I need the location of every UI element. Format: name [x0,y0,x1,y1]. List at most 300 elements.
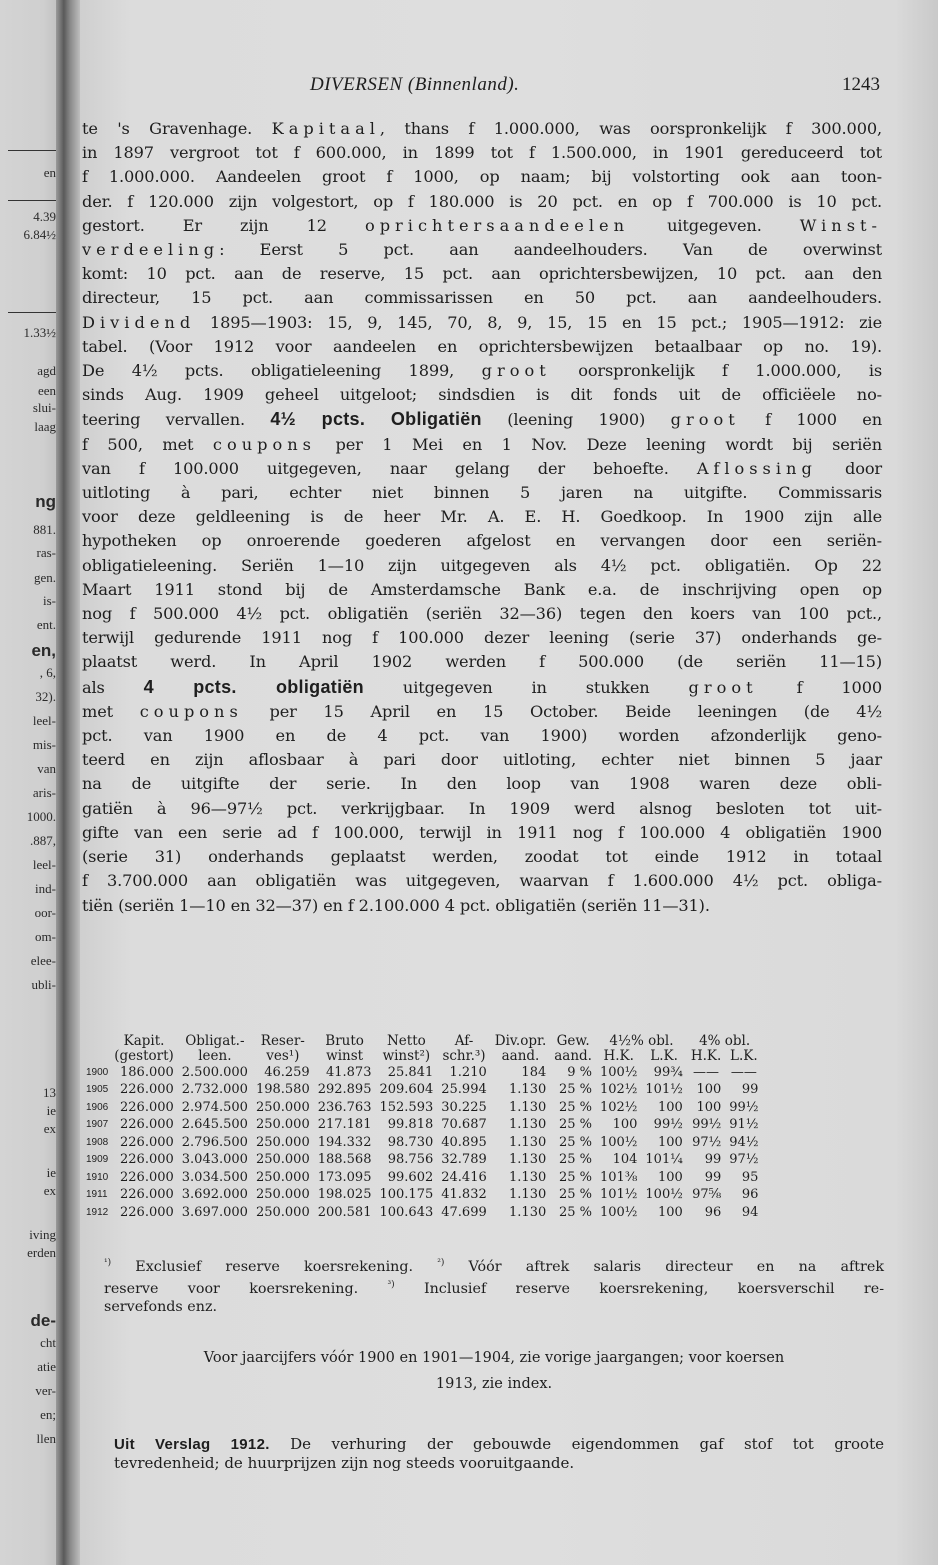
text-line [82,165,882,189]
text-run: uitgegeven. [629,215,800,235]
table-cell: 91½ [729,1117,759,1133]
col-reserves: Reser- [260,1033,305,1049]
text-run: na de uitgifte der serie. In den loop van 1908 waren deze obli- [82,774,882,794]
text-line [82,262,882,286]
text-run: f 500, met [82,434,213,454]
spaced-term: coupons [139,701,243,721]
spaced-term: groot [688,677,758,697]
table-cell: 198.580 [255,1082,310,1098]
text-run: tabel. (Voor 1912 voor aandeelen en oprichtersbewijzen betaalbaar op no. 19). [82,336,882,356]
table-row [86,1099,762,1117]
footnote-2-cont: reserve voor koersrekening. [104,1280,359,1297]
facing-page-fragment: gen. [33,570,56,585]
table-cell: 96 [741,1187,759,1203]
text-line [82,286,882,310]
table-cell: 100 [658,1169,683,1185]
table-cell: 1.130 [509,1187,547,1203]
table-cell: 99 [741,1082,759,1098]
facing-page-fragment: 6.84½ [23,227,56,242]
table-cell: 100 [696,1099,722,1115]
table-cell: 3.043.000 [181,1152,248,1168]
table-cell: 100½ [645,1187,683,1203]
text-line [82,602,882,626]
footnote-marker: ²) [437,1258,445,1268]
text-run: gestort. Er zijn 12 [82,215,365,235]
col-netto: Netto [386,1033,426,1049]
table-cell: 186.000 [120,1064,174,1080]
spaced-term: coupons [212,434,316,454]
footnote-line [104,1254,884,1276]
text-line [82,505,882,529]
facing-page-fragment: elee- [30,953,56,968]
table-cell: 194.332 [317,1134,372,1150]
text-line [82,238,882,262]
facing-page-fragment: atie [37,1359,56,1374]
table-year-cell: 1905 [86,1084,109,1096]
text-run: nog f 500.000 4½ pct. obligatiën (seriën 32—36) tegen den koers van 100 pct., [82,604,882,624]
table-year-cell: 1910 [86,1171,109,1183]
text-line [82,407,882,432]
text-line [82,481,882,505]
table-cell: 250.000 [255,1117,310,1133]
col-kapit-sub: (gestort) [114,1048,174,1064]
table-cell: 70.687 [441,1117,487,1133]
spaced-term: groot [670,410,740,430]
col-obl-4: 4% obl. [699,1033,751,1049]
table-cell: 100.643 [379,1204,434,1220]
text-run: : Eerst 5 pct. aan aandeelhouders. Van de overwinst [219,240,882,260]
text-line [82,845,882,869]
text-line [82,141,882,165]
table-cell: 3.692.000 [181,1187,248,1203]
table-cell: 250.000 [255,1187,310,1203]
text-line [82,335,882,359]
table-cell: 209.604 [379,1082,434,1098]
table-cell: 25 % [558,1134,592,1150]
facing-page-fragment: 32). [35,689,56,704]
table-cell: 97⅝ [692,1187,722,1203]
facing-page-fragment: ex [43,1183,56,1198]
facing-page-fragment: is- [43,593,56,608]
table-cell: —— [730,1064,757,1080]
table-cell: 250.000 [255,1204,310,1220]
table-cell: 99.818 [387,1117,434,1133]
table-row [86,1187,762,1205]
financial-table [86,1034,762,1222]
col-divopr-sub: aand. [501,1048,540,1064]
text-line [82,821,882,845]
table-cell: 3.697.000 [181,1204,248,1220]
table-row [86,1169,762,1187]
text-run: pct. van 1900 en de 4 pct. van 1900) worden afzonderlijk geno- [82,726,882,746]
table-cell: 99.602 [387,1169,434,1185]
table-cell: 97½ [692,1134,722,1150]
table-cell: 101½ [599,1187,638,1203]
text-run: der. f 120.000 zijn volgestort, op f 180.000 is 20 pct. en op f 700.000 is 10 pct. [82,191,882,211]
table-cell: 25 % [558,1082,592,1098]
facing-page-fragment: ex [43,1121,56,1136]
text-run: oorspronkelijk f 1.000.000, is [550,361,882,381]
table-cell: 217.181 [317,1117,372,1133]
text-line [82,383,882,407]
report-line [114,1435,884,1454]
reference-note [104,1345,884,1397]
facing-page-fragment: de- [30,1311,56,1330]
text-run: in 1897 vergroot tot f 600.000, in 1899 tot f 1.500.000, in 1901 gereduceerd tot [82,143,882,163]
table-cell: 250.000 [255,1169,310,1185]
table-cell: 25 % [558,1152,592,1168]
table-cell: 25 % [558,1187,592,1203]
table-cell: 41.832 [441,1187,487,1203]
text-run: gifte van een serie ad f 100.000, terwijl in 1911 nog f 100.000 4 obligatiën 1900 [82,822,882,842]
table-cell: 24.416 [441,1169,487,1185]
table-cell: 226.000 [120,1117,174,1133]
facing-page-fragment: 1000. [26,809,56,824]
text-run: met [82,701,140,721]
table-cell: 226.000 [120,1134,174,1150]
text-run: uitgegeven in stukken [363,677,689,697]
table-cell: 1.130 [509,1082,547,1098]
text-line [82,675,882,700]
table-cell: 152.593 [379,1099,434,1115]
table-cell: 250.000 [255,1099,310,1115]
text-line [82,700,882,724]
table-cell: 226.000 [120,1187,174,1203]
annual-report-excerpt [114,1435,884,1473]
table-cell: 1.130 [509,1204,547,1220]
col-obl4-lk: L.K. [730,1048,758,1064]
facing-page-fragment: erden [27,1245,56,1260]
text-line [82,433,882,457]
facing-page-fragment: ent. [36,617,56,632]
facing-page-fragment: 13 [43,1085,56,1100]
col-obl45-lk: L.K. [650,1048,678,1064]
table-cell: 9 % [567,1064,592,1080]
spaced-term: Aflossing [696,458,817,478]
table-cell: 1.130 [509,1117,547,1133]
table-cell: 25 % [558,1169,592,1185]
table-cell: 198.025 [317,1187,372,1203]
text-run: per 15 April en 15 October. Beide leeningen (de 4½ [242,701,882,721]
facing-page-fragment: ras- [36,545,56,560]
table-cell: 99 [704,1169,722,1185]
table-year-cell: 1912 [86,1206,109,1218]
table-body [86,1064,762,1222]
table-header-row-top [86,1034,762,1049]
facing-page-fragment: 4.39 [33,209,56,224]
spaced-term: oprichtersaandeelen [364,215,630,235]
facing-page-fragment: .887, [30,833,56,848]
table-year-cell: 1900 [86,1066,109,1078]
table-cell: 100½ [599,1204,638,1220]
col-obl4-hk: H.K. [690,1048,722,1064]
table-cell: 101⅜ [599,1169,638,1185]
text-run: gatiën à 96—97½ pct. verkrijgbaar. In 1909 werd alsnog besloten tot uit- [82,798,882,818]
facing-page-fragment: leel- [32,857,56,872]
page-number: 1243 [842,74,880,95]
table-cell: 100 [612,1117,638,1133]
spaced-term: verdeeling [82,240,220,260]
table-cell: 226.000 [120,1099,174,1115]
facing-page-fragment: laag [34,419,56,434]
table-cell: 25.994 [441,1082,487,1098]
table-cell: 101¼ [645,1152,683,1168]
spaced-term: Kapitaal [271,119,380,138]
facing-page-rule [8,150,58,151]
table-year-cell: 1911 [86,1189,108,1201]
col-obligat: Obligat.- [185,1033,245,1049]
text-run: hypotheken op onroerende goederen afgelost en vervangen door een seriën- [82,531,882,551]
table-cell: 100 [658,1099,683,1115]
facing-page-fragment: oor- [34,905,56,920]
table-cell: 99½ [653,1117,683,1133]
text-run: f 1000 en [739,410,882,430]
table-cell: 104 [612,1152,638,1168]
facing-page-fragment: ng [35,492,56,511]
facing-page-fragment: llen [36,1431,56,1446]
footnote-line [104,1276,884,1298]
table-cell: 226.000 [120,1169,174,1185]
text-run: voor deze geldleening is de heer Mr. A. E. H. Goedkoop. In 1900 zijn alle [82,507,882,527]
table-row [86,1082,762,1100]
table-cell: 173.095 [317,1169,372,1185]
table-cell: 226.000 [120,1152,174,1168]
footnotes [104,1254,884,1316]
facing-page-fragment: 1.33½ [23,325,56,340]
report-text-1: De verhuring der gebouwde eigendommen gaf stof tot groote [290,1435,884,1453]
table-cell: 100 [658,1204,683,1220]
facing-page-fragment: ubli- [31,977,56,992]
table-cell: 102½ [599,1082,638,1098]
text-run: directeur, 15 pct. aan commissarissen en 50 pct. aan aandeelhouders. [82,288,882,308]
facing-page-fragment: mis- [32,737,56,752]
table-cell: 97½ [729,1152,759,1168]
text-line [82,554,882,578]
text-run: van f 100.000 uitgegeven, naar gelang der behoefte. [82,458,697,478]
footnote-marker: ³) [387,1279,395,1290]
table-cell: 95 [741,1169,759,1185]
spaced-term: Winst- [799,215,882,235]
facing-page-fragment: ie [46,1165,56,1180]
table-cell: 94½ [729,1134,759,1150]
col-bruto: Bruto [325,1033,364,1049]
text-line [82,894,882,918]
table-cell: 32.789 [441,1152,487,1168]
facing-page-fragment: cht [40,1335,56,1350]
footnote-line [104,1298,884,1316]
facing-page-fragment: ie [46,1103,56,1118]
col-afschr-sub: schr.³) [442,1048,486,1064]
table-cell: 100½ [599,1134,638,1150]
table-cell: 2.500.000 [181,1064,248,1080]
table-row [86,1134,762,1152]
text-run: obligatieleening. Seriën 1—10 zijn uitgegeven als 4½ pct. obligatiën. Op 22 [82,555,882,575]
table-cell: 184 [521,1064,547,1080]
text-run: terwijl gedurende 1911 nog f 100.000 dezer leening (serie 37) onderhands ge- [82,628,882,648]
text-run: per 1 Mei en 1 Nov. Deze leening wordt bij seriën [315,434,882,454]
facing-page-fragment: en; [40,1407,56,1422]
table-year-cell: 1908 [86,1136,109,1148]
table-row [86,1152,762,1170]
table-cell: 100 [696,1082,722,1098]
spaced-term: groot [481,361,551,381]
footnote-marker: ¹) [104,1258,112,1268]
col-year-sub [86,1049,110,1064]
text-run: Maart 1911 stond bij de Amsterdamsche Bank e.a. de inschrijving open op [82,579,882,599]
table-header-row-bottom [86,1049,762,1064]
facing-page-fragment: iving [29,1227,56,1242]
facing-page-fragment: aris- [32,785,56,800]
text-line [82,117,882,141]
report-line [114,1454,884,1473]
table-cell: 94 [741,1204,759,1220]
facing-page-fragment: leel- [32,713,56,728]
table-cell: 100 [658,1134,683,1150]
facing-page-fragment: ver- [35,1383,56,1398]
facing-page-fragment: slui- [32,400,56,415]
table-cell: 102½ [599,1099,638,1115]
table-cell: 2.974.500 [181,1099,248,1115]
text-run: teerd en zijn aflosbaar à pari door uitloting, echter niet binnen 5 jaar [82,750,882,770]
col-obl45-hk: H.K. [603,1048,634,1064]
text-line [82,359,882,383]
table-year-cell: 1909 [86,1154,109,1166]
text-line [82,529,882,553]
col-kapit: Kapit. [123,1033,165,1049]
reference-note-line2: 1913, zie index. [435,1376,553,1392]
table-cell: 25 % [558,1204,592,1220]
reference-note-line1: Voor jaarcijfers vóór 1900 en 1901—1904, zie vorige jaargangen; voor koersen [203,1350,785,1366]
table-cell: 99½ [692,1117,722,1133]
book-gutter [56,0,82,1565]
table-cell: 99 [704,1152,722,1168]
table-cell: 188.568 [317,1152,372,1168]
table-cell: 1.130 [509,1152,547,1168]
text-run: teering vervallen. [82,410,271,430]
facing-page-rule [8,312,58,313]
table-cell: 41.873 [325,1064,372,1080]
table-cell: 292.895 [317,1082,372,1098]
table-cell: 200.581 [317,1204,372,1220]
col-netto-sub: winst²) [382,1048,431,1064]
text-line [82,311,882,335]
facing-page-rule [8,200,58,201]
running-head: DIVERSEN (Binnenland). [310,74,520,95]
text-run: sinds Aug. 1909 geheel uitgeloot; sindsdien is dit fonds uit de officiëele no- [82,385,882,405]
table-cell: 1.130 [509,1099,547,1115]
table-cell: —— [693,1064,720,1080]
table-cell: 1.130 [509,1169,547,1185]
report-label: Uit Verslag 1912. [114,1436,270,1453]
table-row [86,1204,762,1222]
table-cell: 2.796.500 [181,1134,248,1150]
text-run: te 's Gravenhage. [82,119,272,138]
table-cell: 25 % [558,1117,592,1133]
table-row [86,1117,762,1135]
table-cell: 40.895 [441,1134,487,1150]
footnote-2: Vóór aftrek salaris directeur en na aftrek [468,1258,885,1275]
text-run: f 3.700.000 aan obligatiën was uitgegeven, waarvan f 1.600.000 4½ pct. obliga- [82,871,882,891]
facing-page-fragment: agd [37,363,56,378]
text-run: (serie 31) onderhands geplaatst werden, zoodat tot einde 1912 in totaal [82,847,882,867]
table-cell: 250.000 [255,1152,310,1168]
facing-page-fragment: , 6, [39,665,56,680]
text-run: 1895—1903: 15, 9, 145, 70, 8, 9, 15, 15 en 15 pct.; 1905—1912: zie [195,312,882,332]
text-line [82,578,882,602]
table-cell: 99½ [729,1099,759,1115]
table-cell: 99¾ [653,1064,683,1080]
table-cell: 30.225 [441,1099,487,1115]
table-cell: 1.210 [449,1064,487,1080]
text-run: door [816,458,883,478]
text-line [82,869,882,893]
text-line [82,457,882,481]
report-text-2: tevredenheid; de huurprijzen zijn nog steeds vooruitgaande. [114,1454,575,1472]
col-obl-45: 4½% obl. [609,1033,674,1049]
footnote-3-cont: servefonds enz. [104,1298,218,1315]
table-cell: 1.130 [509,1134,547,1150]
table-cell: 101½ [645,1082,683,1098]
table-row [86,1064,762,1082]
col-obligat-sub: leen. [198,1048,232,1064]
table-cell: 46.259 [264,1064,310,1080]
text-run: f 1.000.000. Aandeelen groot f 1000, op naam; bij volstorting ook aan toon- [82,167,882,187]
facing-page-edge [0,0,62,1565]
table-year-cell: 1906 [86,1101,109,1113]
text-line [82,190,882,214]
body-text [82,117,882,918]
table-cell: 25 % [558,1099,592,1115]
table-year-cell: 1907 [86,1119,109,1131]
table-cell: 3.034.500 [181,1169,248,1185]
text-line [82,797,882,821]
text-line [82,772,882,796]
spaced-term: Dividend [82,312,196,332]
col-reserves-sub: ves¹) [266,1048,300,1064]
table-cell: 226.000 [120,1082,174,1098]
table-cell: 2.732.000 [181,1082,248,1098]
table-cell: 98.730 [387,1134,434,1150]
col-gew: Gew. [556,1033,590,1049]
text-line [82,626,882,650]
table-cell: 47.699 [441,1204,487,1220]
facing-page-fragment: en, [31,641,56,660]
text-line [82,650,882,674]
text-line [82,748,882,772]
col-gew-sub: aand. [554,1048,592,1064]
table-cell: 25.841 [387,1064,434,1080]
col-bruto-sub: winst [326,1048,364,1064]
text-run: komt: 10 pct. aan de reserve, 15 pct. aan oprichtersbewijzen, 10 pct. aan den [82,264,882,284]
facing-page-fragment: om- [35,929,56,944]
text-run: De 4½ pcts. obligatieleening 1899, [82,361,482,381]
text-line [82,724,882,748]
table-cell: 100.175 [379,1187,434,1203]
text-run: uitloting à pari, echter niet binnen 5 jaren na uitgifte. Commissaris [82,483,882,503]
facing-page-fragment: en [43,165,56,180]
facing-page-fragment: een [37,383,56,398]
table-cell: 100½ [599,1064,638,1080]
table-cell: 2.645.500 [181,1117,248,1133]
table-cell: 96 [704,1204,722,1220]
text-line [82,214,882,238]
footnote-1: Exclusief reserve koersrekening. [135,1258,414,1275]
text-run: als [82,677,144,697]
text-run: (leening 1900) [481,410,671,430]
facing-page-fragment: 881. [33,522,56,537]
facing-page-fragment: van [37,761,56,776]
footnote-3: Inclusief reserve koersrekening, koersverschil re- [423,1280,885,1297]
